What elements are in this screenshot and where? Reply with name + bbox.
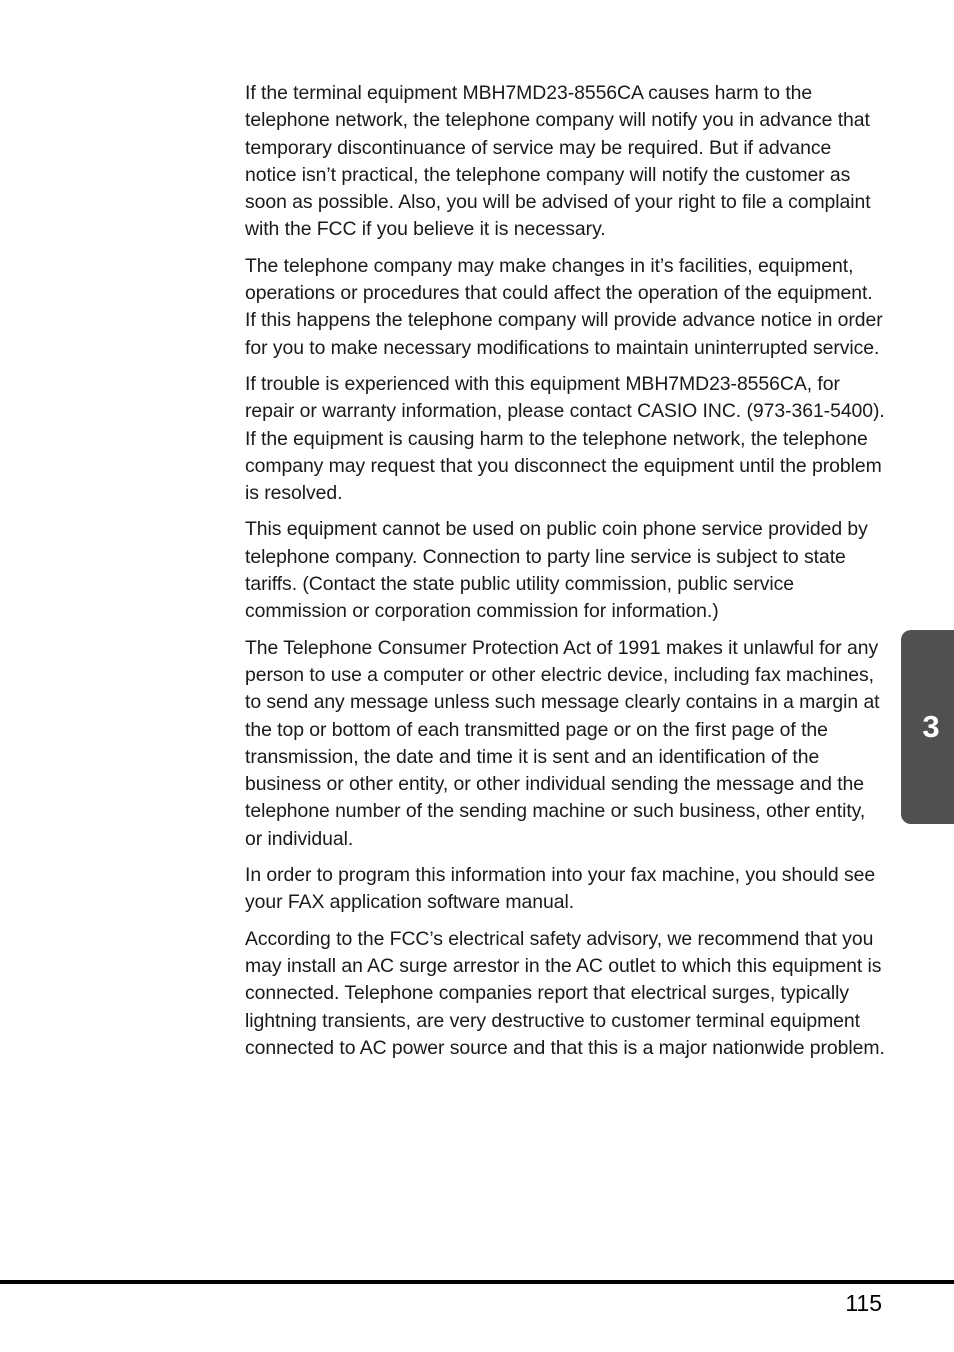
paragraph-tcpa: The Telephone Consumer Protection Act of 1991 makes it unlawful for any person to use a computer or other electric device, including fax machines, to send any message unless such message clearly contains in a margin at the top or bottom of each transmitted page or on the first page of the transmission, the date and time it is sent and an identification of the business or other entity, or other individual sending the message and the telephone number of the sending machine or such business, other entity, or individual. bbox=[245, 636, 880, 850]
paragraph-facility-changes: The telephone company may make changes in it’s facilities, equipment, operations or procedures that could affect the operation of the equipment. If this happens the telephone company will provide advance notice in order for you to make necessary modifications to maintain uninterrupted service. bbox=[245, 254, 883, 359]
paragraph-fax-programming: In order to program this information into your fax machine, you should see your FAX application software manual. bbox=[245, 864, 876, 914]
chapter-tab bbox=[901, 630, 954, 824]
chapter-number: 3 bbox=[922, 709, 940, 744]
paragraph-coin-phone: This equipment cannot be used on public coin phone service provided by telephone company. Connection to party line service is subject to state tariffs. (Contact the state public utility commission, public service commission or corporation commission for information.) bbox=[245, 518, 868, 623]
page-number: 115 bbox=[845, 1290, 882, 1316]
paragraph-trouble-contact: If trouble is experienced with this equipment MBH7MD23-8556CA, for repair or warranty information, please contact CASIO INC. (973-361-5400). If the equipment is causing harm to the telephone network, the telephone company may request that you disconnect the equipment until the problem is resolved. bbox=[245, 372, 885, 505]
body-text bbox=[245, 80, 885, 1071]
footer-divider bbox=[0, 1280, 954, 1284]
paragraph-harm-notice: If the terminal equipment MBH7MD23-8556CA causes harm to the telephone network, the telephone company will notify you in advance that temporary discontinuance of service may be required. But if advance notice isn’t practical, the telephone company will notify the customer as soon as possible. Also, you will be advised of your right to file a complaint with the FCC if you believe it is necessary. bbox=[245, 82, 871, 241]
paragraph-surge-advisory: According to the FCC’s electrical safety advisory, we recommend that you may install an AC surge arrestor in the AC outlet to which this equipment is connected. Telephone companies report that electrical surges, typically lightning transients, are very destructive to customer terminal equipment connected to AC power source and that this is a major nationwide problem. bbox=[245, 927, 885, 1059]
